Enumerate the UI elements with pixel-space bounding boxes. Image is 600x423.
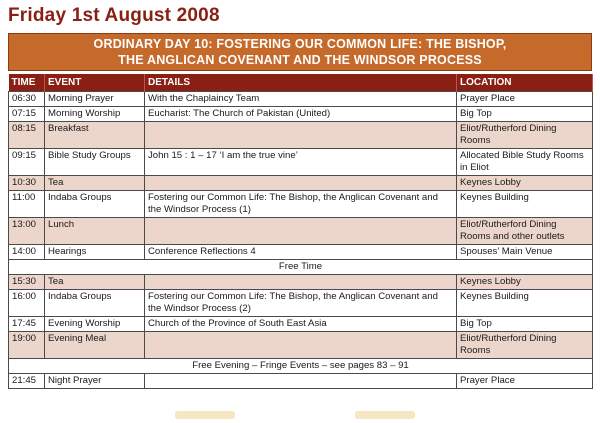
cell-location: Spouses’ Main Venue	[457, 245, 593, 260]
cell-time: 15:30	[9, 275, 45, 290]
schedule-row	[9, 218, 593, 245]
cell-details: Fostering our Common Life: The Bishop, the Anglican Covenant and the Windsor Process (2)	[145, 290, 457, 317]
cell-details: Church of the Province of South East Asia	[145, 317, 457, 332]
cell-location: Keynes Lobby	[457, 275, 593, 290]
schedule-row	[9, 290, 593, 317]
cell-event: Night Prayer	[45, 374, 145, 389]
cell-details	[145, 374, 457, 389]
schedule-header-row	[9, 74, 593, 92]
cell-event: Indaba Groups	[45, 191, 145, 218]
column-header-event: EVENT	[45, 74, 145, 92]
column-header-details: DETAILS	[145, 74, 457, 92]
banner-line-1: ORDINARY DAY 10: FOSTERING OUR COMMON LIFE: THE BISHOP,	[93, 37, 507, 51]
cell-details: John 15 : 1 – 17 ‘I am the true vine’	[145, 149, 457, 176]
cell-location: Eliot/Rutherford Dining Rooms and other outlets	[457, 218, 593, 245]
cell-time: 14:00	[9, 245, 45, 260]
cell-details	[145, 218, 457, 245]
cell-details	[145, 332, 457, 359]
cell-time: 21:45	[9, 374, 45, 389]
cell-location: Prayer Place	[457, 92, 593, 107]
cell-details	[145, 122, 457, 149]
cell-event: Lunch	[45, 218, 145, 245]
schedule-table	[8, 74, 593, 389]
cell-time: 16:00	[9, 290, 45, 317]
cell-time: 06:30	[9, 92, 45, 107]
cell-event: Indaba Groups	[45, 290, 145, 317]
cell-location: Prayer Place	[457, 374, 593, 389]
cell-event: Evening Meal	[45, 332, 145, 359]
cell-location: Eliot/Rutherford Dining Rooms	[457, 332, 593, 359]
schedule-row	[9, 374, 593, 389]
cell-event: Hearings	[45, 245, 145, 260]
cell-time: 07:15	[9, 107, 45, 122]
column-header-location: LOCATION	[457, 74, 593, 92]
schedule-row	[9, 122, 593, 149]
schedule-note-row	[9, 359, 593, 374]
banner-line-2: THE ANGLICAN COVENANT AND THE WINDSOR PROCESS	[118, 53, 482, 67]
cell-details	[145, 176, 457, 191]
column-header-time: TIME	[9, 74, 45, 92]
cell-time: 11:00	[9, 191, 45, 218]
cell-event: Tea	[45, 275, 145, 290]
cell-event: Evening Worship	[45, 317, 145, 332]
cell-time: 08:15	[9, 122, 45, 149]
schedule-row	[9, 245, 593, 260]
cell-details	[145, 275, 457, 290]
day-theme-banner	[8, 33, 592, 71]
schedule-row	[9, 107, 593, 122]
schedule-row	[9, 275, 593, 290]
cell-time: 17:45	[9, 317, 45, 332]
cell-location: Keynes Building	[457, 191, 593, 218]
cell-location: Keynes Building	[457, 290, 593, 317]
cell-location: Allocated Bible Study Rooms in Eliot	[457, 149, 593, 176]
schedule-row	[9, 149, 593, 176]
page-title: Friday 1st August 2008	[8, 5, 220, 26]
background-watermark-mark	[175, 411, 235, 419]
cell-details: Fostering our Common Life: The Bishop, the Anglican Covenant and the Windsor Process (1)	[145, 191, 457, 218]
schedule-row	[9, 176, 593, 191]
schedule-row	[9, 92, 593, 107]
cell-details: With the Chaplaincy Team	[145, 92, 457, 107]
cell-event: Breakfast	[45, 122, 145, 149]
cell-location: Big Top	[457, 317, 593, 332]
cell-time: 19:00	[9, 332, 45, 359]
cell-time: 10:30	[9, 176, 45, 191]
cell-event: Morning Worship	[45, 107, 145, 122]
schedule-note-row	[9, 260, 593, 275]
cell-details: Eucharist: The Church of Pakistan (United)	[145, 107, 457, 122]
schedule-row	[9, 191, 593, 218]
cell-location: Big Top	[457, 107, 593, 122]
cell-details: Conference Reflections 4	[145, 245, 457, 260]
cell-event: Morning Prayer	[45, 92, 145, 107]
cell-time: 09:15	[9, 149, 45, 176]
cell-time: 13:00	[9, 218, 45, 245]
schedule-note: Free Evening – Fringe Events – see pages 83 – 91	[9, 359, 593, 374]
schedule-row	[9, 332, 593, 359]
cell-event: Tea	[45, 176, 145, 191]
schedule-note: Free Time	[9, 260, 593, 275]
cell-location: Eliot/Rutherford Dining Rooms	[457, 122, 593, 149]
schedule-row	[9, 317, 593, 332]
cell-event: Bible Study Groups	[45, 149, 145, 176]
schedule-body	[9, 92, 593, 389]
background-watermark-mark	[355, 411, 415, 419]
cell-location: Keynes Lobby	[457, 176, 593, 191]
